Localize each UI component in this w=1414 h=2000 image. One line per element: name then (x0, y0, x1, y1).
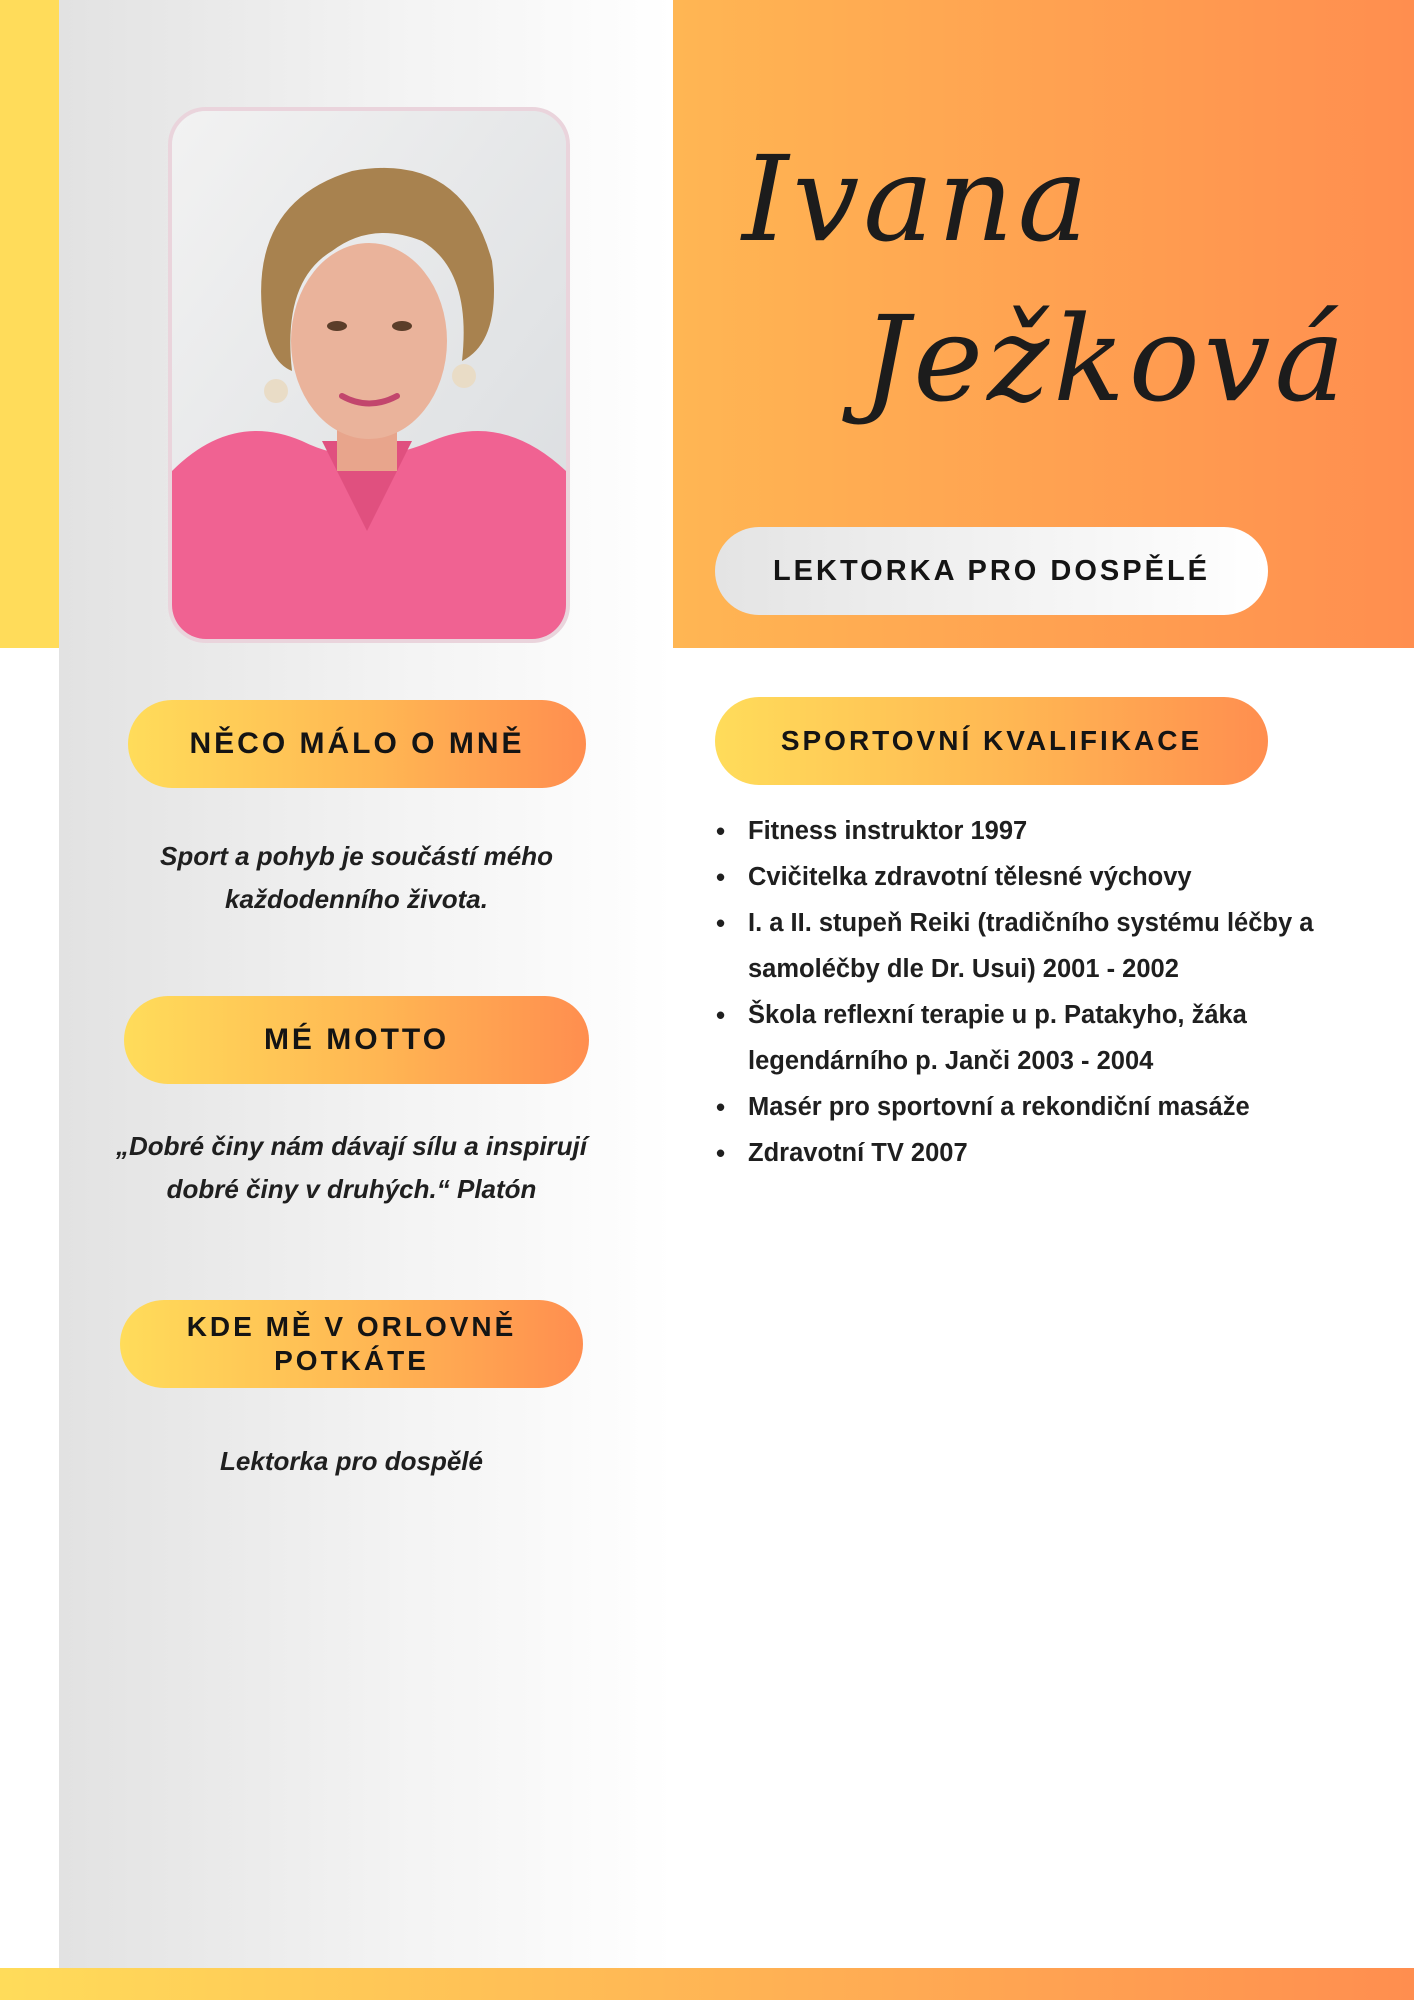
where-heading: KDE MĚ V ORLOVNĚ POTKÁTE (120, 1300, 583, 1388)
motto-text: „Dobré činy nám dávají sílu a inspirují dobré činy v druhých.“ Platón (115, 1131, 588, 1204)
list-item: • Fitness instruktor 1997 (712, 808, 1352, 854)
last-name: Ježková (862, 290, 1349, 428)
list-item: • Škola reflexní terapie u p. Patakyho, žáka legendárního p. Janči 2003 - 2004 (712, 992, 1352, 1084)
list-item: • I. a II. stupeň Reiki (tradičního systému léčby a samoléčby dle Dr. Usui) 2001 - 2002 (712, 900, 1352, 992)
list-item: • Cvičitelka zdravotní tělesné výchovy (712, 854, 1352, 900)
profile-photo (168, 107, 570, 643)
qualifications-list (712, 808, 1352, 1176)
list-item: • Masér pro sportovní a rekondiční masáže (712, 1084, 1352, 1130)
yellow-side-strip (0, 0, 59, 648)
about-heading: NĚCO MÁLO O MNĚ (128, 700, 586, 788)
about-text: Sport a pohyb je součástí mého každodenního života. (160, 841, 553, 914)
where-text: Lektorka pro dospělé (220, 1446, 483, 1476)
role-badge: LEKTORKA PRO DOSPĚLÉ (715, 527, 1268, 615)
footer-bar (0, 1968, 1414, 2000)
first-name: Ivana (742, 130, 1092, 268)
qualifications-heading: SPORTOVNÍ KVALIFIKACE (715, 697, 1268, 785)
list-item: • Zdravotní TV 2007 (712, 1130, 1352, 1176)
motto-heading: MÉ MOTTO (124, 996, 589, 1084)
